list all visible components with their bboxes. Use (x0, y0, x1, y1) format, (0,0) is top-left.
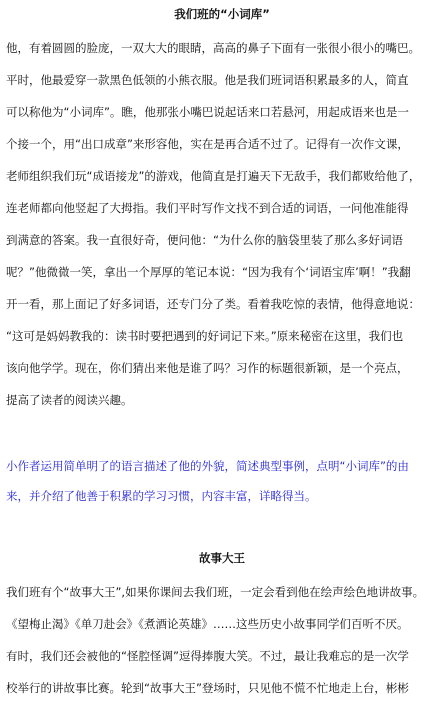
story1-comment-line: 来，并介绍了他善于积累的学习习惯，内容丰富，详略得当。 (6, 489, 317, 503)
story2-line: 有时，我们还会被他的“怪腔怪调”逗得捧腹大笑。不过，最让我难忘的是一次学 (6, 649, 409, 663)
story1-line: 提高了读者的阅读兴趣。 (6, 393, 133, 407)
story1-line: 可以称他为“小词库”。瞧，他那张小嘴巴说起话来口若悬河，用起成语来也是一 (6, 105, 409, 119)
story2-line: 校举行的讲故事比赛。轮到“故事大王”登场时，只见他不慌不忙地走上台，彬彬 (6, 681, 409, 695)
story1-line: 该向他学学。现在，你们猜出来他是谁了吗？习作的标题很新颖，是一个亮点， (6, 361, 409, 375)
story1-line: 呢？”他微微一笑，拿出一个厚厚的笔记本说：“因为我有个‘词语宝库’啊！”我翻 (6, 265, 411, 279)
story1-title: 我们班的“小词库” (174, 7, 270, 21)
story1-line: 老师组织我们玩“成语接龙”的游戏，他简直是打遍天下无敌手，我们都败给他了， (6, 169, 421, 183)
story2-line: 我们班有个“故事大王”,如果你课间去我们班，一定会看到他在绘声绘色地讲故事。 (6, 585, 425, 599)
story2-line: 《望梅止渴》《单刀赴会》《煮酒论英雄》……这些历史小故事同学们百听不厌。 (6, 617, 409, 631)
story1-line: 连老师都向他竖起了大拇指。我们平时写作文找不到合适的词语，一问他准能得 (6, 201, 409, 215)
story1-line: 他，有着圆圆的脸庞，一双大大的眼睛，高高的鼻子下面有一张很小很小的嘴巴。 (6, 41, 420, 55)
story1-line: 到满意的答案。我一直很好奇，便问他：“为什么你的脑袋里装了那么多好词语 (6, 233, 403, 247)
story1-line: “这可是妈妈教我的：读书时要把遇到的好词记下来。”原来秘密在这里，我们也 (6, 329, 404, 343)
story1-line: 个接一个，用“出口成章”来形容他，实在是再合适不过了。记得有一次作文课， (6, 137, 409, 151)
story1-line: 开一看，那上面记了好多词语，还专门分了类。看着我吃惊的表情，他得意地说： (6, 297, 420, 311)
story1-line: 平时，他最爱穿一款黑色低领的小熊衣服。他是我们班词语积累最多的人，简直 (6, 73, 409, 87)
story2-title: 故事大王 (199, 551, 245, 565)
story1-comment-line: 小作者运用简单明了的语言描述了他的外貌，简述典型事例，点明“小词库”的由 (6, 459, 409, 473)
